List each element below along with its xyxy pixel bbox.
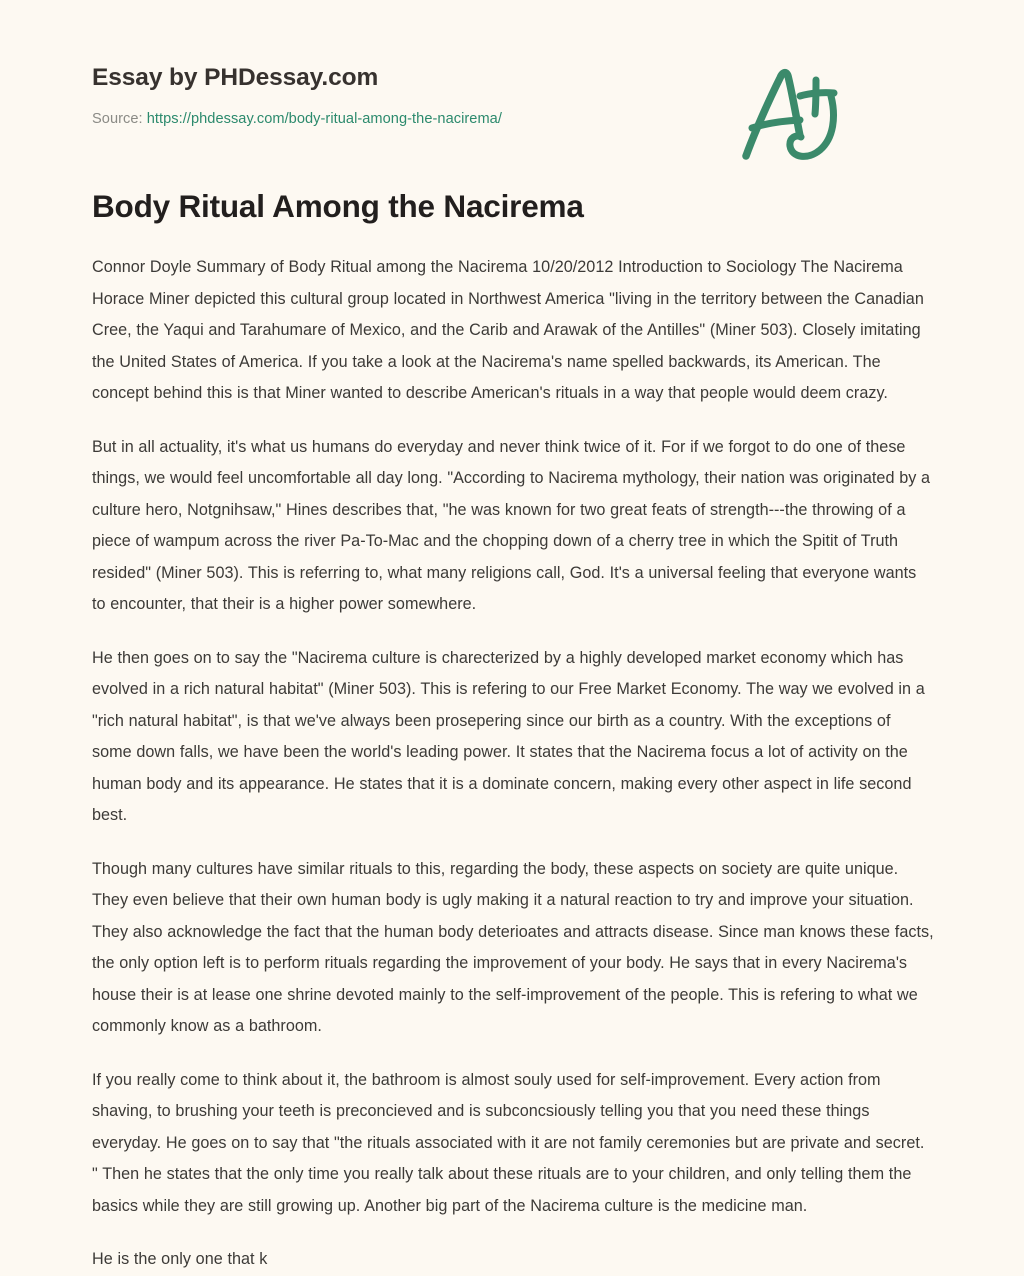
source-line — [92, 110, 932, 129]
essay-body — [92, 226, 934, 1276]
paragraph: He is the only one that k — [92, 1250, 268, 1269]
paragraph: But in all actuality, it's what us humans do everyday and never think twice of it. For if we forgot to do one of these things, we would feel uncomfortable all day long. "According to Nacirema mythology, their nation was originated by a culture hero, Notgnihsaw," Hines describes that, "he was known for two great feats of strength---the throwing of a piece of wampum across the river Pa-To-Mac and the chopping down of a cherry tree in which the Spitit of Truth resided" (Miner 503). This is referring to, what many religions call, God. It's a universal feeling that everyone wants to encounter, that their is a higher power somewhere. — [92, 437, 931, 614]
source-label: Source: — [92, 111, 147, 128]
page-header — [92, 0, 932, 128]
paragraph: If you really come to think about it, the bathroom is almost souly used for self-improvement. Every action from shaving, to brushing your teeth is preconcieved and is subconcsiously telling you that you need these things everyday. He goes on to say that "the rituals associated with it are not family ceremonies but are private and secret. " Then he states that the only time you really talk about these rituals are to your children, and only telling them the basics while they are still growing up. Another big part of the Nacirema culture is the medicine man. — [92, 1070, 925, 1215]
paragraph: Though many cultures have similar rituals to this, regarding the body, these aspects on society are quite unique. They even believe that their own human body is ugly making it a natural reaction to try and improve your situation. They also acknowledge the fact that the human body deterioates and attracts disease. Since man knows these facts, the only option left is to perform rituals regarding the improvement of your body. He says that in every Nacirema's house their is at lease one shrine devoted mainly to the self-improvement of the people. This is refering to what we commonly know as a bathroom. — [92, 859, 934, 1036]
page-title: Body Ritual Among the Nacirema — [92, 188, 584, 224]
brand-label: Essay by PHDessay.com — [92, 64, 379, 91]
source-url-link[interactable]: https://phdessay.com/body-ritual-among-the-nacirema/ — [146, 111, 502, 128]
paragraph: Connor Doyle Summary of Body Ritual among the Nacirema 10/20/2012 Introduction to Sociology The Nacirema Horace Miner depicted this cultural group located in Northwest America "living in the territory between the Canadian Cree, the Yaqui and Tarahumare of Mexico, and the Carib and Arawak of the Antilles" (Miner 503). Closely imitating the United States of America. If you take a look at the Nacirema's name spelled backwards, its American. The concept behind this is that Miner wanted to describe American's rituals in a way that people would deem crazy. — [92, 258, 924, 403]
paragraph: He then goes on to say the "Nacirema culture is charecterized by a highly developed market economy which has evolved in a rich natural habitat" (Miner 503). This is refering to our Free Market Economy. The way we evolved in a "rich natural habitat", is that we've always been prosepering since our birth as a country. With the exceptions of some down falls, we have been the world's leading power. It states that the Nacirema focus a lot of activity on the human body and its appearance. He states that it is a dominate concern, making every other aspect in life second best. — [92, 648, 925, 825]
